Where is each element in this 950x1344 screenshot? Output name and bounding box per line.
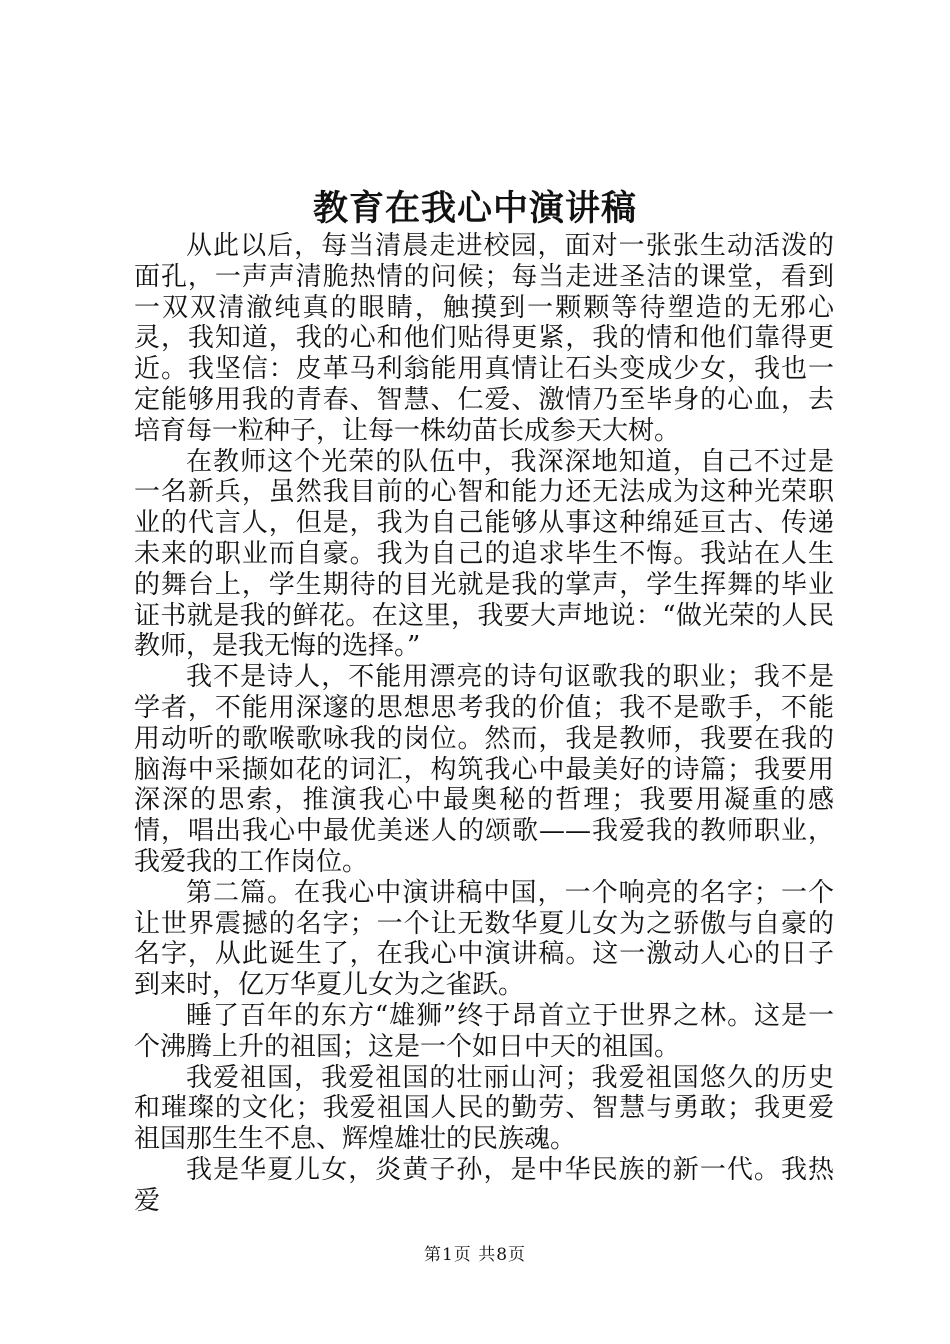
document-body xyxy=(134,231,834,1217)
paragraph: 第二篇。在我心中演讲稿中国，一个响亮的名字；一个让世界震撼的名字；一个让无数华夏儿女为之骄傲与自豪的名字，从此诞生了，在我心中演讲稿。这一激动人心的日子到来时，亿万华夏儿女为之雀跃。 xyxy=(134,877,834,1001)
paragraph: 我不是诗人，不能用漂亮的诗句讴歌我的职业；我不是学者，不能用深邃的思想思考我的价值；我不是歌手，不能用动听的歌喉歌咏我的岗位。然而，我是教师，我要在我的脑海中采撷如花的词汇，构筑我心中最美好的诗篇；我要用深深的思索，推演我心中最奥秘的哲理；我要用凝重的感情，唱出我心中最优美迷人的颂歌——我爱我的教师职业，我爱我的工作岗位。 xyxy=(134,662,834,877)
document-title: 教育在我心中演讲稿 xyxy=(312,188,637,229)
paragraph: 我是华夏儿女，炎黄子孙，是中华民族的新一代。我热爱 xyxy=(134,1154,834,1216)
paragraph: 从此以后，每当清晨走进校园，面对一张张生动活泼的面孔，一声声清脆热情的问候；每当走进圣洁的课堂，看到一双双清澈纯真的眼睛，触摸到一颗颗等待塑造的无邪心灵，我知道，我的心和他们贴得更紧，我的情和他们靠得更近。我坚信：皮革马利翁能用真情让石头变成少女，我也一定能够用我的青春、智慧、仁爱、激情乃至毕身的心血，去培育每一粒种子，让每一株幼苗长成参天大树。 xyxy=(134,231,834,446)
paragraph: 在教师这个光荣的队伍中，我深深地知道，自己不过是一名新兵，虽然我目前的心智和能力还无法成为这种光荣职业的代言人，但是，我为自己能够从事这种绵延亘古、传递未来的职业而自豪。我为自己的追求毕生不悔。我站在人生的舞台上，学生期待的目光就是我的掌声，学生挥舞的毕业证书就是我的鲜花。在这里，我要大声地说：“做光荣的人民教师，是我无悔的选择。” xyxy=(134,446,834,662)
page-number-footer: 第1页 共8页 xyxy=(423,1245,527,1265)
paragraph: 睡了百年的东方“雄狮”终于昂首立于世界之林。这是一个沸腾上升的祖国；这是一个如日中天的祖国。 xyxy=(134,1000,834,1062)
paragraph: 我爱祖国，我爱祖国的壮丽山河；我爱祖国悠久的历史和璀璨的文化；我爱祖国人民的勤劳、智慧与勇敢；我更爱祖国那生生不息、辉煌雄壮的民族魂。 xyxy=(134,1062,834,1155)
